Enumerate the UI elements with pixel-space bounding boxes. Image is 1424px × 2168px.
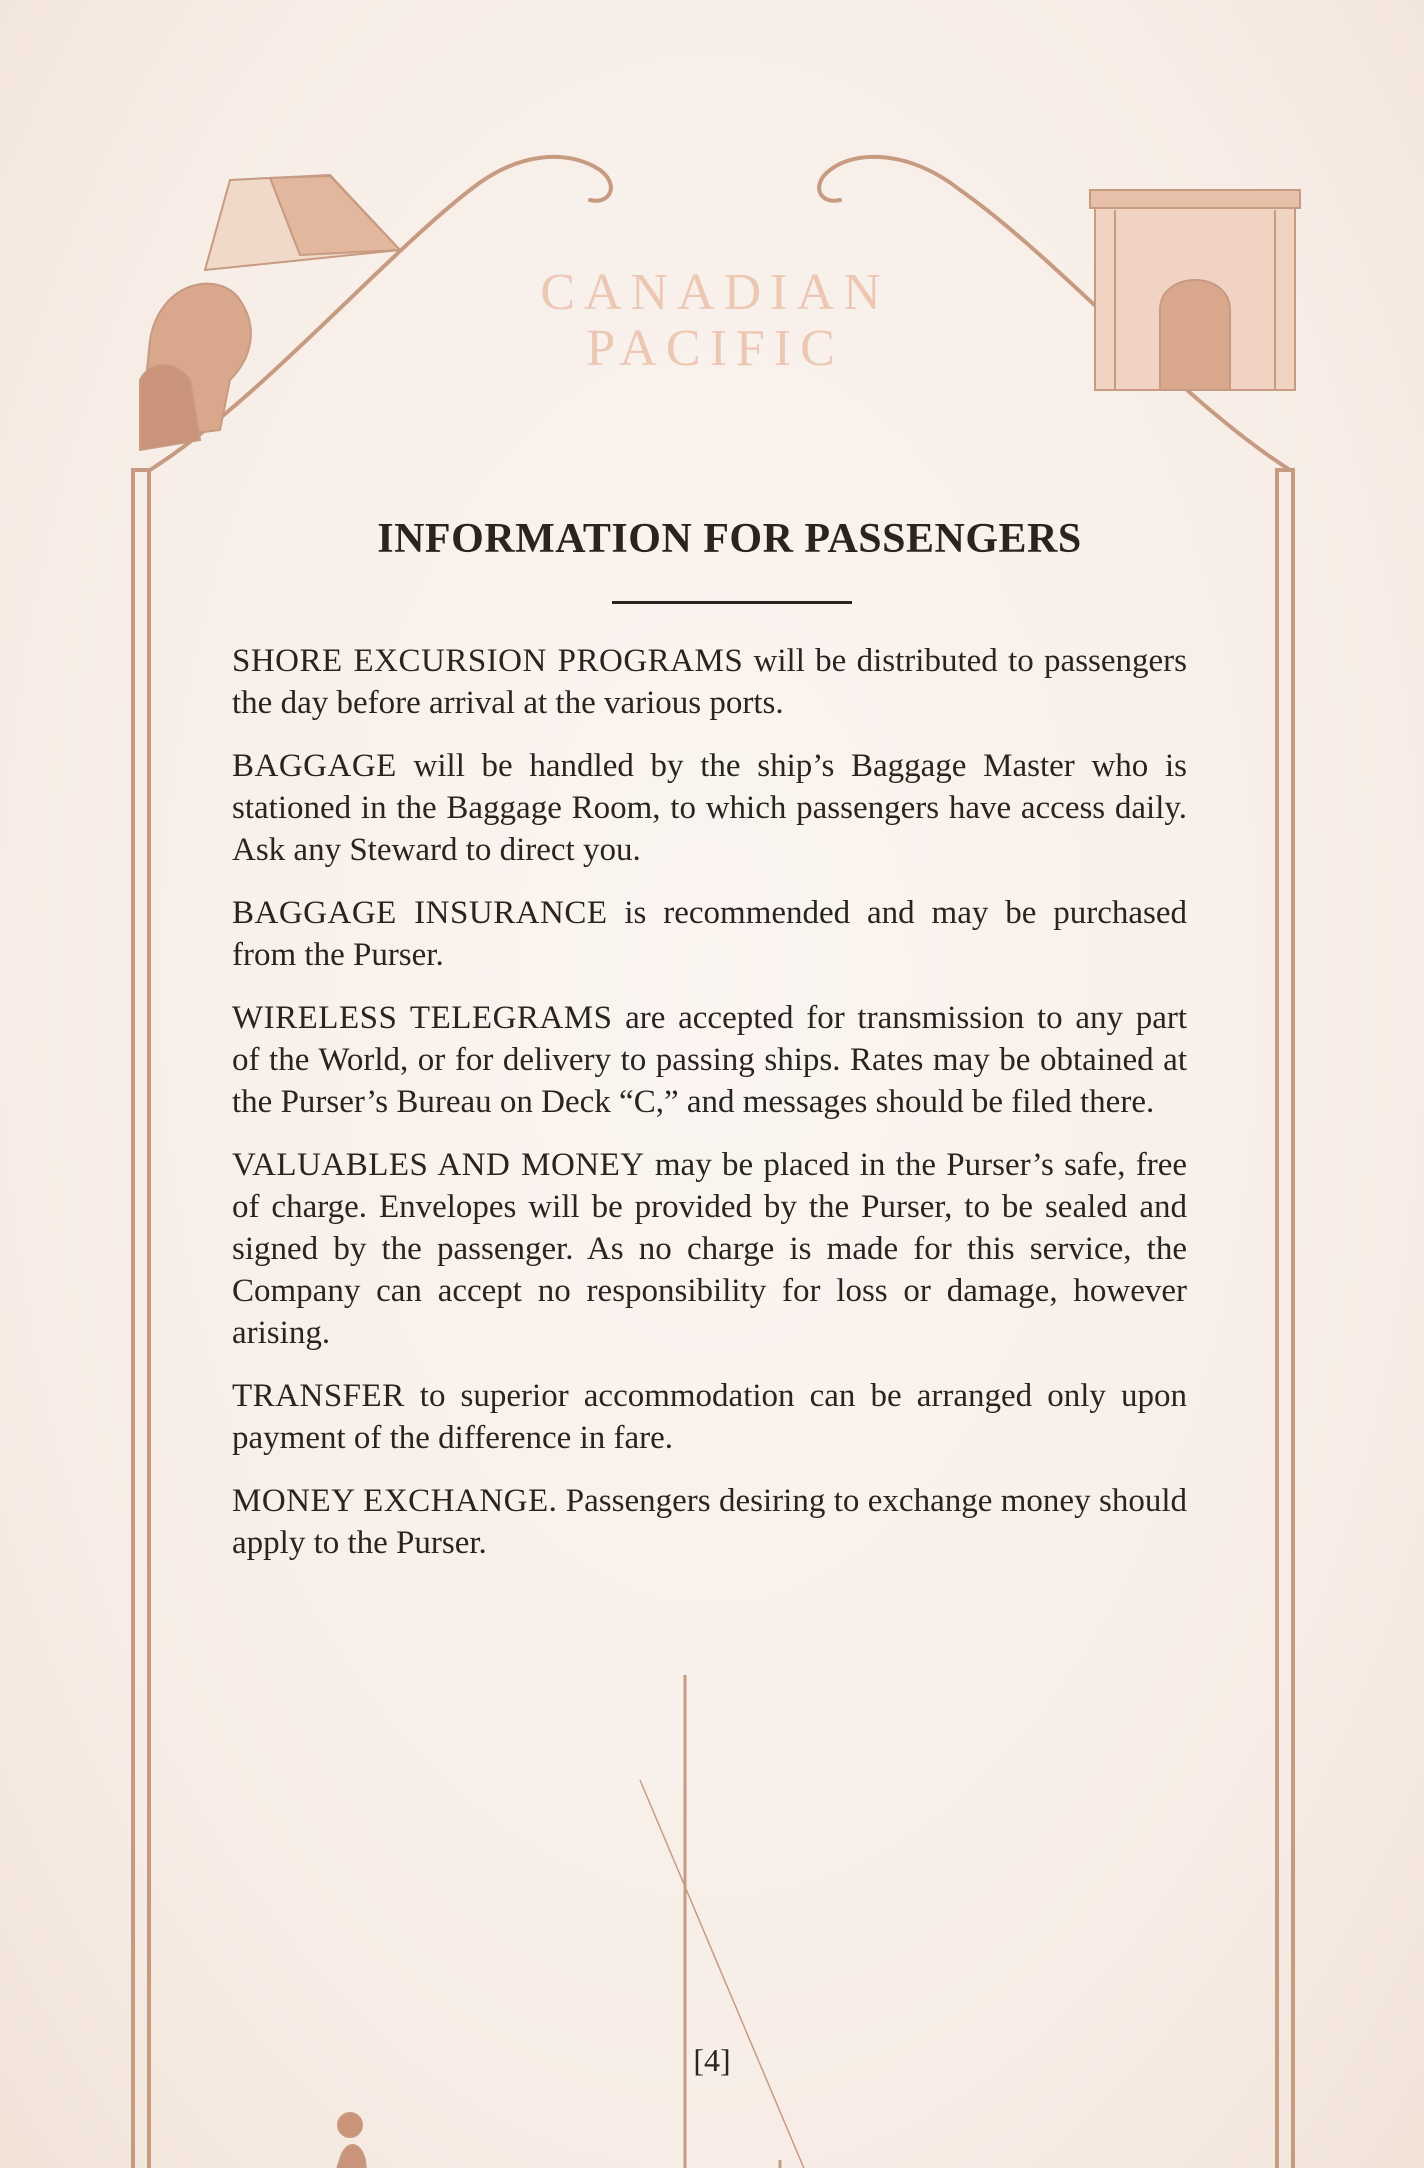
- title-divider: [612, 601, 852, 604]
- camel-rider-illustration: [125, 2113, 420, 2168]
- section-money-exchange: [232, 1480, 1187, 1564]
- section-text: will be distributed to passengers the day before arrival at the various ports.: [232, 643, 1187, 721]
- section-valuables-money: [232, 1144, 1187, 1354]
- information-content: [232, 515, 1187, 1585]
- section-keyword: BAGGAGE: [232, 748, 397, 784]
- steamship-illustration: [595, 1675, 830, 2168]
- frame-left-border: [133, 470, 149, 2168]
- section-shore-excursions: [232, 640, 1187, 724]
- section-keyword: VALUABLES AND MONEY: [232, 1147, 645, 1183]
- section-baggage-insurance: [232, 892, 1187, 976]
- section-keyword: TRANSFER: [232, 1378, 405, 1414]
- section-keyword: BAGGAGE INSURANCE: [232, 895, 608, 931]
- frame-right-border: [1277, 470, 1293, 2168]
- brand-line-1: CANADIAN: [540, 264, 890, 321]
- page-number: [4]: [693, 2042, 731, 2078]
- triumphal-arch-illustration: [1090, 190, 1300, 390]
- section-text: are accepted for transmission to any part of the World, or for delivery to passing ships. Rates may be obtained at the Purser’s Bureau on Deck “C,” and messages should be filed there.: [232, 1000, 1187, 1120]
- section-wireless-telegrams: [232, 997, 1187, 1123]
- section-keyword: SHORE EXCURSION PROGRAMS: [232, 643, 744, 679]
- section-text: to superior accommodation can be arranged only upon payment of the difference in fare.: [232, 1378, 1187, 1456]
- section-keyword: MONEY EXCHANGE.: [232, 1483, 558, 1519]
- brand-line-2: PACIFIC: [586, 320, 844, 378]
- section-text: is recommended and may be purchased from the Purser.: [232, 895, 1187, 973]
- section-baggage: [232, 745, 1187, 871]
- section-text: Passengers desiring to exchange money should apply to the Purser.: [232, 1483, 1187, 1561]
- brand-logo: [470, 265, 960, 377]
- page-title: INFORMATION FOR PASSENGERS: [377, 516, 1082, 562]
- section-transfer: [232, 1375, 1187, 1459]
- section-text: will be handled by the ship’s Baggage Master who is stationed in the Baggage Room, to which passengers have access daily. Ask any Steward to direct you.: [232, 748, 1187, 868]
- section-text: may be placed in the Purser’s safe, free of charge. Envelopes will be provided by the Purser, to be sealed and signed by the passenger. As no charge is made for this service, the Company can accept no responsibility for loss or damage, however arising.: [232, 1147, 1187, 1351]
- sphinx-pyramid-illustration: [140, 175, 400, 450]
- section-keyword: WIRELESS TELEGRAMS: [232, 1000, 613, 1036]
